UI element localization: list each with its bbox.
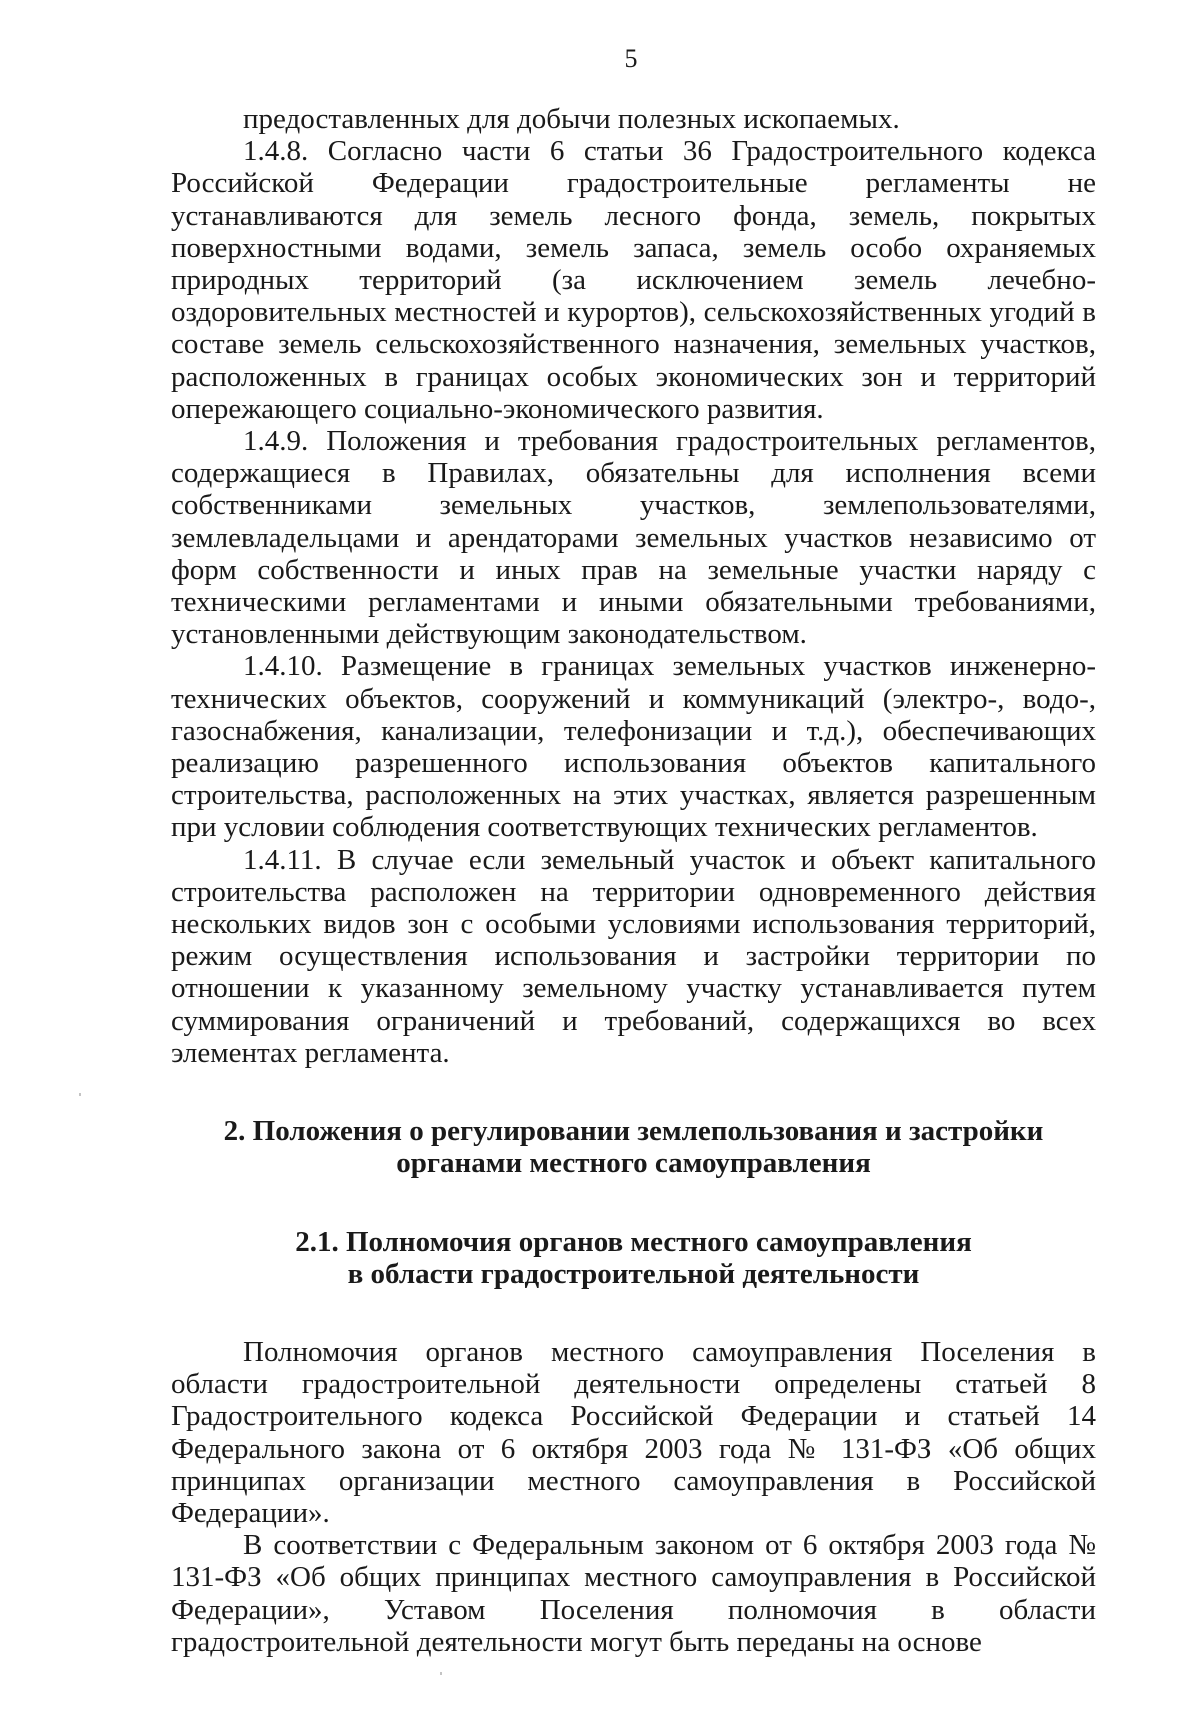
subsection-heading-line-2: в области градостроительной деятельности (347, 1257, 920, 1290)
section-heading (171, 1115, 1096, 1179)
section-heading-line-1: 2. Положения о регулировании землепользования и застройки (223, 1115, 1044, 1148)
section-heading-line-2: органами местного самоуправления (396, 1147, 871, 1180)
subsection-heading-line-1: 2.1. Полномочия органов местного самоуправления (295, 1225, 972, 1258)
paragraph-continuation: предоставленных для добычи полезных ископаемых. (243, 103, 900, 135)
page-number: 5 (624, 44, 638, 73)
paragraph-powers: Полномочия органов местного самоуправления Поселения в области градостроительной деятельности определены статьей 8 Градостроительного кодекса Российской Федерации и статьей 14 Федерального закона от 6 октября 2003 года № 131-ФЗ «Об общих принципах организации местного самоуправления в Российской Федерации». (171, 1335, 1096, 1529)
paragraph-1-4-10: 1.4.10. Размещение в границах земельных участков инженерно-технических объектов, сооружений и коммуникаций (электро-, водо-, газоснабжения, канализации, телефонизации и т.д.), обеспечивающих реализацию разрешенного использования объектов капитального строительства, расположенных на этих участках, является разрешенным при условии соблюдения соответствующих технических регламентов. (171, 650, 1096, 844)
scan-speck (440, 1672, 442, 1675)
paragraph-1-4-9: 1.4.9. Положения и требования градостроительных регламентов, содержащиеся в Правилах, обязательны для исполнения всеми собственниками земельных участков, землепользователями, землевладельцами и арендаторами земельных участков независимо от форм собственности и иных прав на земельные участки наряду с техническими регламентами и иными обязательными требованиями, установленными действующим законодательством. (171, 425, 1096, 651)
section-2-1-body (171, 1336, 1096, 1658)
document-body (171, 103, 1096, 1658)
paragraph-1-4-11: 1.4.11. В случае если земельный участок и объект капитального строительства расположен на территории одновременного действия нескольких видов зон с особыми условиями использования территорий, режим осуществления использования и застройки территории по отношении к указанному земельному участку устанавливается путем суммирования ограничений и требований, содержащихся во всех элементах регламента. (171, 843, 1096, 1069)
paragraph-1-4-8: 1.4.8. Согласно части 6 статьи 36 Градостроительного кодекса Российской Федерации градостроительные регламенты не устанавливаются для земель лесного фонда, земель, покрытых поверхностными водами, земель запаса, земель особо охраняемых природных территорий (за исключением земель лечебно-оздоровительных местностей и курортов), сельскохозяйственных угодий в составе земель сельскохозяйственного назначения, земельных участков, расположенных в границах особых экономических зон и территорий опережающего социально-экономического развития. (171, 135, 1096, 425)
scan-speck (79, 1093, 81, 1096)
paragraph-federal-law: В соответствии с Федеральным законом от 6 октября 2003 года № 131-ФЗ «Об общих принципах местного самоуправления в Российской Федерации», Уставом Поселения полномочия в области градостроительной деятельности могут быть переданы на основе (171, 1529, 1096, 1658)
subsection-heading (171, 1226, 1096, 1290)
